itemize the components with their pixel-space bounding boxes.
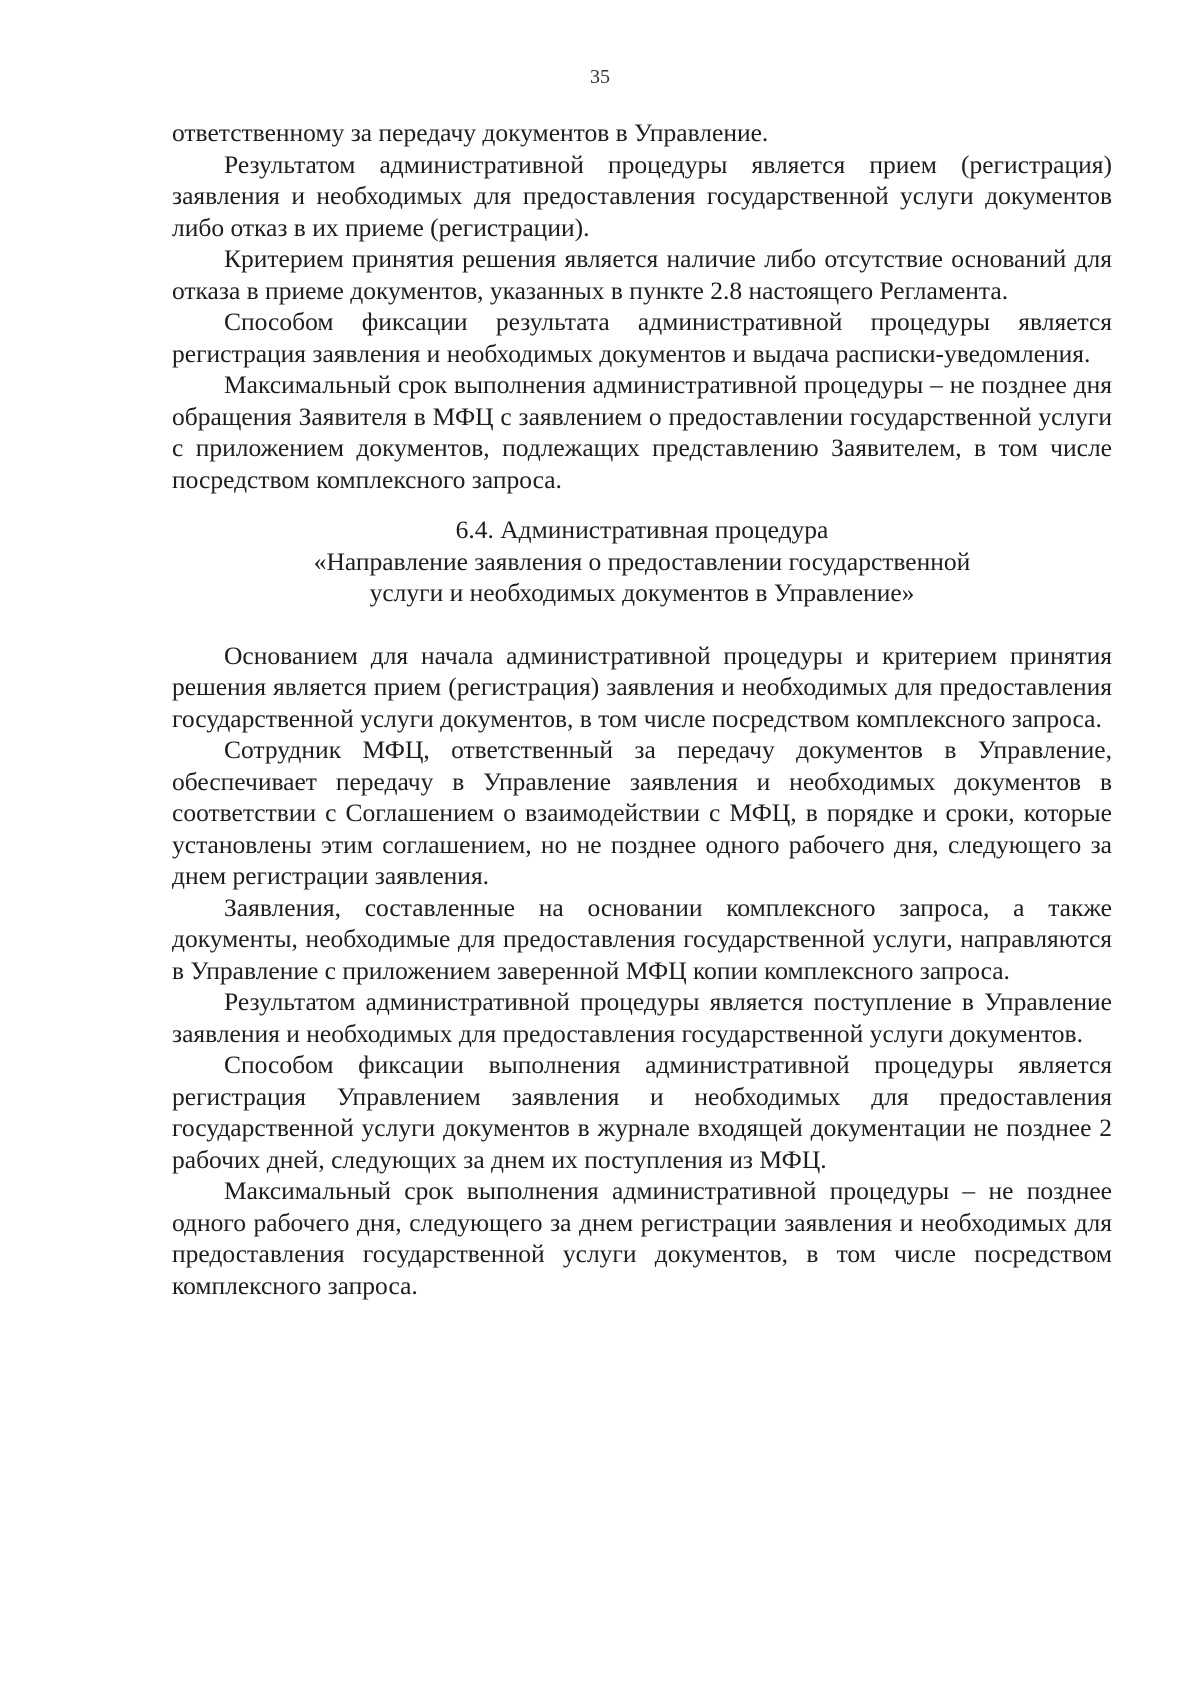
section-heading-line-3: услуги и необходимых документов в Управление» xyxy=(369,578,915,607)
paragraph-employee: Сотрудник МФЦ, ответственный за передачу документов в Управление, обеспечивает передачу в Управление заявления и необходимых документов в соответствии с Соглашением о взаимодействии с МФЦ, в порядке и сроки, которые установлены этим соглашением, но не позднее одного рабочего дня, следующего за днем регистрации заявления. xyxy=(172,735,1112,890)
page-number: 35 xyxy=(590,66,610,88)
paragraph-criterion: Критерием принятия решения является наличие либо отсутствие оснований для отказа в приеме документов, указанных в пункте 2.8 настоящего Регламента. xyxy=(172,244,1112,305)
paragraph-max-term-2: Максимальный срок выполнения административной процедуры – не позднее одного рабочего дня, следующего за днем регистрации заявления и необходимых для предоставления государственной услуги документов, в том числе посредством комплексного запроса. xyxy=(172,1176,1112,1300)
document-body xyxy=(172,117,1112,1301)
paragraph-applications: Заявления, составленные на основании комплексного запроса, а также документы, необходимые для предоставления государственной услуги, направляются в Управление с приложением заверенной МФЦ копии комплексного запроса. xyxy=(172,892,1112,985)
paragraph-max-term: Максимальный срок выполнения административной процедуры – не позднее дня обращения Заявителя в МФЦ с заявлением о предоставлении государственной услуги с приложением документов, подлежащих представлению Заявителем, в том числе посредством комплексного запроса. xyxy=(172,370,1112,494)
section-heading-line-1: 6.4. Административная процедура xyxy=(455,515,829,544)
paragraph-continuation: ответственному за передачу документов в Управление. xyxy=(172,118,769,147)
paragraph-fixation-method: Способом фиксации результата административной процедуры является регистрация заявления и необходимых документов и выдача расписки-уведомления. xyxy=(172,307,1112,368)
paragraph-fixation-method-2: Способом фиксации выполнения административной процедуры является регистрация Управлением заявления и необходимых для предоставления государственной услуги документов в журнале входящей документации не позднее 2 рабочих дней, следующих за днем их поступления из МФЦ. xyxy=(172,1050,1112,1174)
paragraph-result: Результатом административной процедуры является прием (регистрация) заявления и необходимых для предоставления государственной услуги документов либо отказ в их приеме (регистрации). xyxy=(172,149,1112,242)
section-heading xyxy=(172,514,1112,609)
section-heading-line-2: «Направление заявления о предоставлении государственной xyxy=(313,546,971,576)
paragraph-basis: Основанием для начала административной процедуры и критерием принятия решения является прием (регистрация) заявления и необходимых для предоставления государственной услуги документов, в том числе посредством комплексного запроса. xyxy=(172,640,1112,733)
paragraph-result-2: Результатом административной процедуры является поступление в Управление заявления и необходимых для предоставления государственной услуги документов. xyxy=(172,987,1112,1048)
